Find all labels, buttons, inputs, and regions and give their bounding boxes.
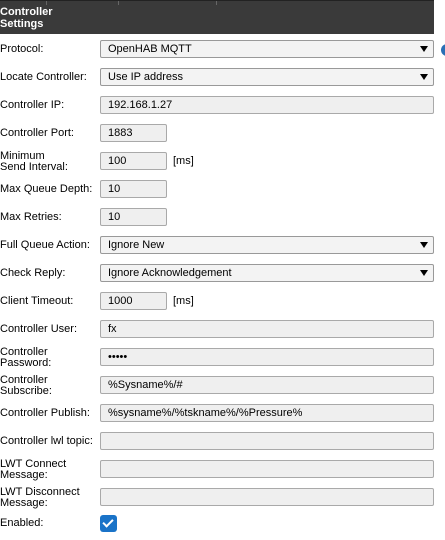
protocol-select[interactable] — [100, 40, 434, 58]
max-retries-input[interactable]: 10 — [100, 208, 167, 226]
controller-subscribe-label: Controller Subscribe: — [0, 374, 52, 397]
enabled-label: Enabled: — [0, 517, 44, 529]
controller-port-label: Controller Port: — [0, 127, 74, 139]
full-queue-action-value: Ignore New — [108, 239, 165, 251]
locate-controller-value: Use IP address — [108, 71, 184, 83]
controller-password-input[interactable]: ••••• — [100, 348, 434, 366]
lwt-connect-message-label: LWT Connect Message: — [0, 458, 67, 481]
controller-lwl-topic-label: Controller lwl topic: — [0, 435, 93, 447]
max-queue-depth-label: Max Queue Depth: — [0, 183, 93, 195]
protocol-value: OpenHAB MQTT — [108, 43, 192, 55]
controller-port-input[interactable]: 1883 — [100, 124, 167, 142]
header-divider — [46, 1, 47, 5]
info-icon[interactable] — [441, 44, 445, 56]
check-reply-label: Check Reply: — [0, 267, 66, 279]
lwt-disconnect-message-label: LWT Disconnect Message: — [0, 486, 80, 509]
check-reply-value: Ignore Acknowledgement — [108, 267, 232, 279]
lwt-connect-message-input[interactable] — [100, 460, 434, 478]
chevron-down-icon — [420, 270, 428, 276]
controller-ip-label: Controller IP: — [0, 99, 65, 111]
controller-publish-label: Controller Publish: — [0, 407, 90, 419]
chevron-down-icon — [420, 46, 428, 52]
controller-password-label: Controller Password: — [0, 346, 52, 369]
chevron-down-icon — [420, 242, 428, 248]
controller-user-input[interactable]: fx — [100, 320, 434, 338]
min-send-interval-unit: [ms] — [173, 155, 194, 167]
controller-publish-input[interactable]: %sysname%/%tskname%/%Pressure% — [100, 404, 434, 422]
client-timeout-label: Client Timeout: — [0, 295, 74, 307]
client-timeout-input[interactable]: 1000 — [100, 292, 167, 310]
min-send-interval-input[interactable]: 100 — [100, 152, 167, 170]
controller-ip-input[interactable]: 192.168.1.27 — [100, 96, 434, 114]
controller-subscribe-input[interactable]: %Sysname%/# — [100, 376, 434, 394]
client-timeout-unit: [ms] — [173, 295, 194, 307]
locate-controller-label: Locate Controller: — [0, 71, 87, 83]
full-queue-action-select[interactable] — [100, 236, 434, 254]
controller-user-label: Controller User: — [0, 323, 78, 335]
controller-lwl-topic-input[interactable] — [100, 432, 434, 450]
header-divider — [216, 1, 217, 5]
max-retries-label: Max Retries: — [0, 211, 62, 223]
locate-controller-select[interactable] — [100, 68, 434, 86]
full-queue-action-label: Full Queue Action: — [0, 239, 90, 251]
chevron-down-icon — [420, 74, 428, 80]
header-divider — [118, 1, 119, 5]
section-header — [0, 0, 434, 34]
min-send-interval-label: Minimum Send Interval: — [0, 150, 68, 173]
protocol-label: Protocol: — [0, 43, 44, 55]
enabled-checkbox[interactable] — [100, 515, 117, 532]
section-title: Controller Settings — [0, 6, 53, 30]
max-queue-depth-input[interactable]: 10 — [100, 180, 167, 198]
lwt-disconnect-message-input[interactable] — [100, 488, 434, 506]
check-reply-select[interactable] — [100, 264, 434, 282]
